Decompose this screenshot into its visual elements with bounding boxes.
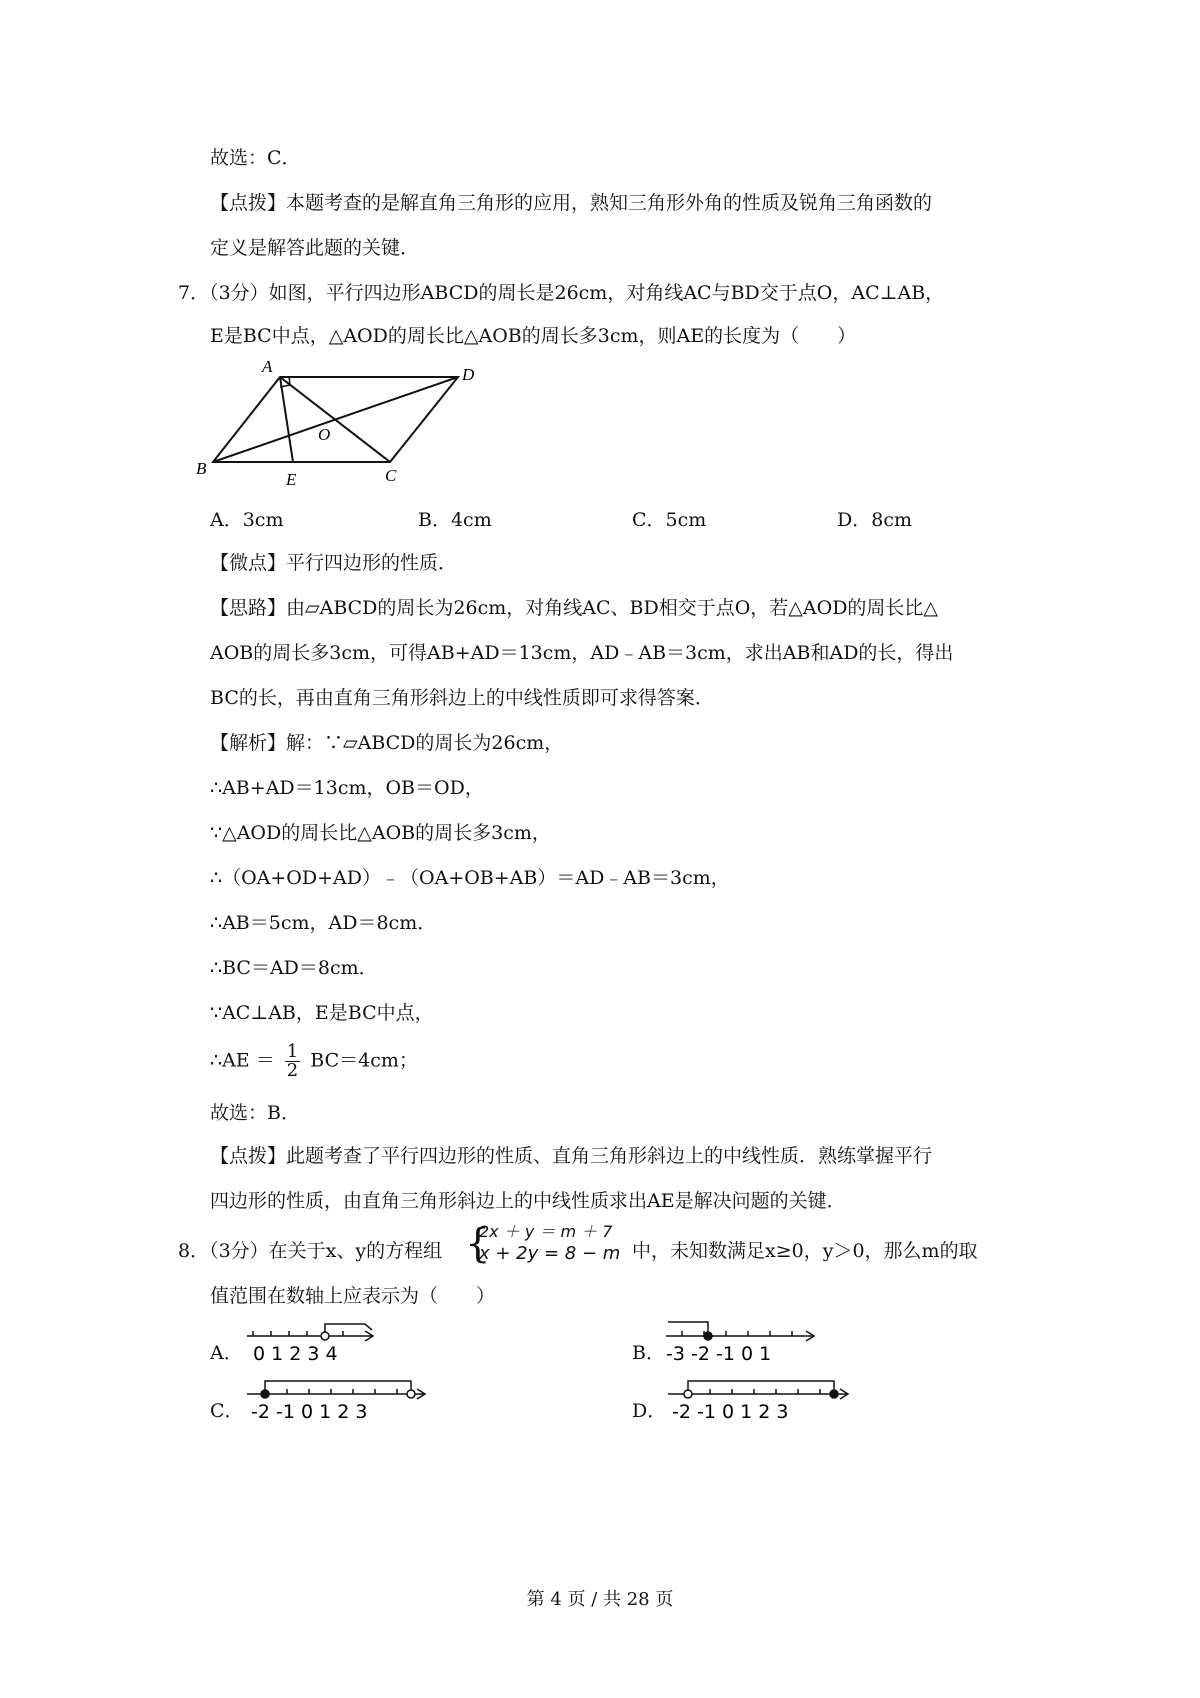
q7-option-a: A．3cm — [210, 509, 284, 531]
prev-answer: 故选：C． — [210, 147, 301, 169]
option-a-ticks: 0 1 2 3 4 — [253, 1343, 338, 1364]
q7-solution-line1: 【解析】解：∵▱ABCD的周长为26cm， — [210, 732, 564, 754]
q8-equation-system — [465, 1221, 625, 1268]
label-b: B — [196, 459, 207, 478]
q7-stem-line2: E是BC中点，△AOD的周长比△AOB的周长多3cm，则AE的长度为（ ） — [210, 325, 857, 347]
left-brace-icon: { — [465, 1221, 491, 1267]
q8-option-b-number-line — [664, 1318, 824, 1364]
q7-idea-line1: 【思路】由▱ABCD的周长为26cm，对角线AC、BD相交于点O，若△AOD的周长比△ — [210, 597, 939, 619]
q8-option-a-label: A． — [210, 1342, 243, 1364]
label-e: E — [286, 470, 297, 489]
q7-stem-line1: 7．（3分）如图，平行四边形ABCD的周长是26cm，对角线AC与BD交于点O，AC⊥AB， — [178, 282, 945, 304]
option-b-ticks: -3 -2 -1 0 1 — [666, 1343, 772, 1364]
q7-answer: 故选：B． — [210, 1102, 300, 1124]
q8-option-d-number-line — [666, 1374, 856, 1422]
q8-stem-line1-suffix: 中，未知数满足x≥0，y＞0，那么m的取 — [632, 1240, 978, 1262]
q7-micro-point: 【微点】平行四边形的性质． — [210, 552, 458, 574]
label-a: A — [262, 357, 273, 376]
q7-idea-line3: BC的长，再由直角三角形斜边上的中线性质即可求得答案． — [210, 687, 714, 709]
q7-parallelogram-figure — [190, 352, 490, 502]
q7-solution-line5: ∴AB＝5cm，AD＝8cm． — [210, 912, 437, 934]
solution-ae-prefix: ∴AE ＝ — [210, 1049, 275, 1072]
fraction-denominator: 2 — [286, 1060, 299, 1081]
q7-option-b: B．4cm — [418, 509, 492, 531]
q7-solution-line2: ∴AB+AD＝13cm，OB＝OD， — [210, 777, 484, 799]
option-d-ticks: -2 -1 0 1 2 3 — [672, 1401, 789, 1422]
q8-option-c-number-line — [245, 1374, 435, 1422]
q7-idea-line2: AOB的周长多3cm，可得AB+AD＝13cm，AD﹣AB＝3cm，求出AB和AD的长，得出 — [210, 642, 954, 664]
page-footer: 第 4 页 / 共 28 页 — [526, 1589, 674, 1610]
q7-tip-line1: 【点拨】此题考查了平行四边形的性质、直角三角形斜边上的中线性质．熟练掌握平行 — [210, 1145, 933, 1167]
q7-solution-line4: ∴（OA+OD+AD）﹣（OA+OB+AB）＝AD﹣AB＝3cm， — [210, 867, 730, 889]
q7-option-c: C．5cm — [632, 509, 707, 531]
system-row2: x + 2y = 8 − m — [479, 1243, 621, 1264]
fraction-numerator: 1 — [286, 1041, 299, 1062]
label-d: D — [462, 365, 475, 384]
option-c-ticks: -2 -1 0 1 2 3 — [251, 1401, 368, 1422]
q8-option-c-label: C． — [210, 1400, 244, 1422]
q7-solution-line7: ∵AC⊥AB，E是BC中点， — [210, 1002, 434, 1024]
system-row1: 2x ＋ y ＝ m ＋ 7 — [479, 1222, 613, 1241]
q8-stem-line1-prefix: 8．（3分）在关于x、y的方程组 — [178, 1240, 443, 1262]
q7-solution-line8 — [210, 1043, 418, 1080]
one-half-fraction — [285, 1043, 300, 1080]
q8-option-d-label: D． — [632, 1400, 667, 1422]
q7-option-d: D．8cm — [837, 509, 912, 531]
q8-stem-line2: 值范围在数轴上应表示为（ ） — [210, 1285, 496, 1307]
prev-tip-line1: 【点拨】本题考查的是解直角三角形的应用，熟知三角形外角的性质及锐角三角函数的 — [210, 192, 933, 214]
label-o: O — [318, 425, 331, 444]
solution-ae-suffix: BC＝4cm； — [310, 1049, 418, 1072]
label-c: C — [385, 466, 397, 485]
q8-option-b-label: B． — [632, 1342, 665, 1364]
prev-tip-line2: 定义是解答此题的关键． — [210, 237, 420, 259]
q7-tip-line2: 四边形的性质，由直角三角形斜边上的中线性质求出AE是解决问题的关键． — [210, 1190, 846, 1212]
q8-option-a-number-line — [245, 1318, 385, 1364]
q7-solution-line6: ∴BC＝AD＝8cm． — [210, 957, 378, 979]
q7-solution-line3: ∵△AOD的周长比△AOB的周长多3cm， — [210, 822, 551, 844]
